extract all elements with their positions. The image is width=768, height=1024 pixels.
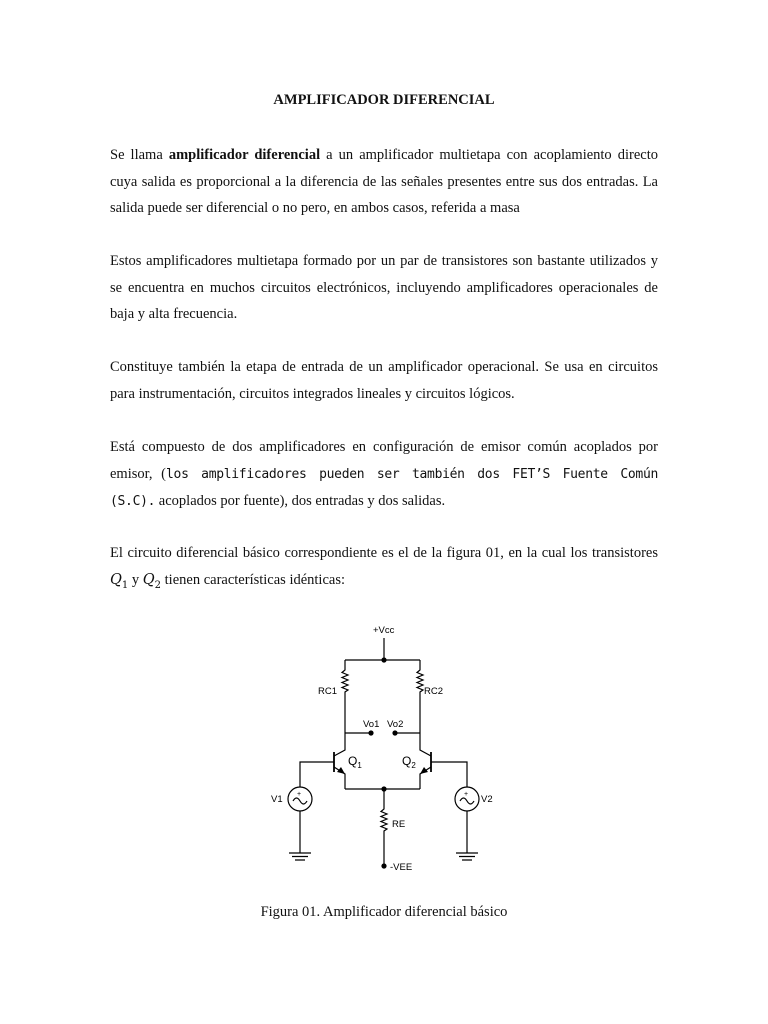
vo1-node (368, 730, 373, 735)
p4-part-b: los amplificadores pueden ser también dos FET’S Fuente Común (S.C). (110, 466, 658, 509)
v2-plus: + (464, 791, 469, 798)
q1-collector (334, 733, 345, 756)
v2-ground-icon (456, 853, 478, 860)
differential-amplifier-circuit (250, 615, 510, 875)
re-resistor (381, 789, 387, 866)
paragraph-2: Estos amplificadores multietapa formado por un par de transistores son bastante utilizados y se encuentra en muchos circuitos electrónicos, incluyendo amplificadores operacionales de baja y alta frecuencia. (110, 253, 658, 322)
q1-base-wire (300, 762, 334, 787)
paragraph-1 (110, 142, 658, 222)
p1-bold-term: amplificador diferencial (168, 147, 321, 163)
q2-base-wire (431, 762, 467, 787)
v2-sine (460, 798, 474, 804)
q1-symbol: $Q_1$ (110, 571, 129, 591)
q2-emitter-arrow (420, 767, 428, 774)
q1-emitter-arrow (337, 767, 345, 774)
v1-plus: + (297, 791, 302, 798)
vo1-label: Vo1 (363, 719, 380, 730)
p5-part-a: El circuito diferencial básico correspondiente es el de la figura 01, en la cual los transistores (110, 545, 658, 561)
rc1-resistor (342, 660, 348, 733)
rc2-label: RC2 (424, 686, 444, 697)
v1-label: V1 (271, 794, 283, 805)
q1-label: $Q_1$ (348, 754, 362, 770)
paragraph-3: Constituye también la etapa de entrada de un amplificador operacional. Se usa en circuitos para instrumentación, circuitos integrados lineales y circuitos lógicos. (110, 359, 658, 402)
paragraph-5 (110, 540, 658, 599)
vo2-node (392, 730, 397, 735)
vo2-label: Vo2 (387, 719, 404, 730)
v2-label: V2 (481, 794, 493, 805)
p4-part-c: acoplados por fuente), dos entradas y dos salidas. (155, 493, 446, 509)
emitter-junction (381, 786, 386, 791)
vee-label: -VEE (390, 862, 413, 873)
v1-sine (293, 798, 307, 804)
p5-and: y (128, 571, 143, 588)
figure-caption: Figura 01. Amplificador diferencial básico (260, 904, 508, 920)
q2-label: $Q_2$ (402, 754, 416, 770)
paragraph-4 (110, 434, 658, 516)
p5-part-b: tienen características idénticas: (161, 571, 346, 588)
vee-node (381, 863, 386, 868)
q2-collector (420, 733, 431, 756)
p4-part-a: Está compuesto de dos amplificadores en configuración de emisor común acoplados por emisor, ( (110, 439, 658, 482)
p1-rest: a un amplificador multietapa con acoplamiento directo cuya salida es proporcional a la diferencia de las señales presentes entre sus dos entradas. La salida puede ser diferencial o no pero, en ambos casos, referida a masa (110, 147, 658, 216)
re-label: RE (392, 819, 406, 830)
vcc-label: +Vcc (373, 625, 395, 636)
v1-ground-icon (289, 853, 311, 860)
p1-lead: Se llama (110, 147, 169, 163)
page-title: AMPLIFICADOR DIFERENCIAL (273, 92, 495, 108)
rc2-resistor (417, 660, 423, 733)
rc1-label: RC1 (318, 686, 338, 697)
vcc-node (381, 657, 386, 662)
q2-symbol: $Q_2$ (142, 571, 162, 591)
